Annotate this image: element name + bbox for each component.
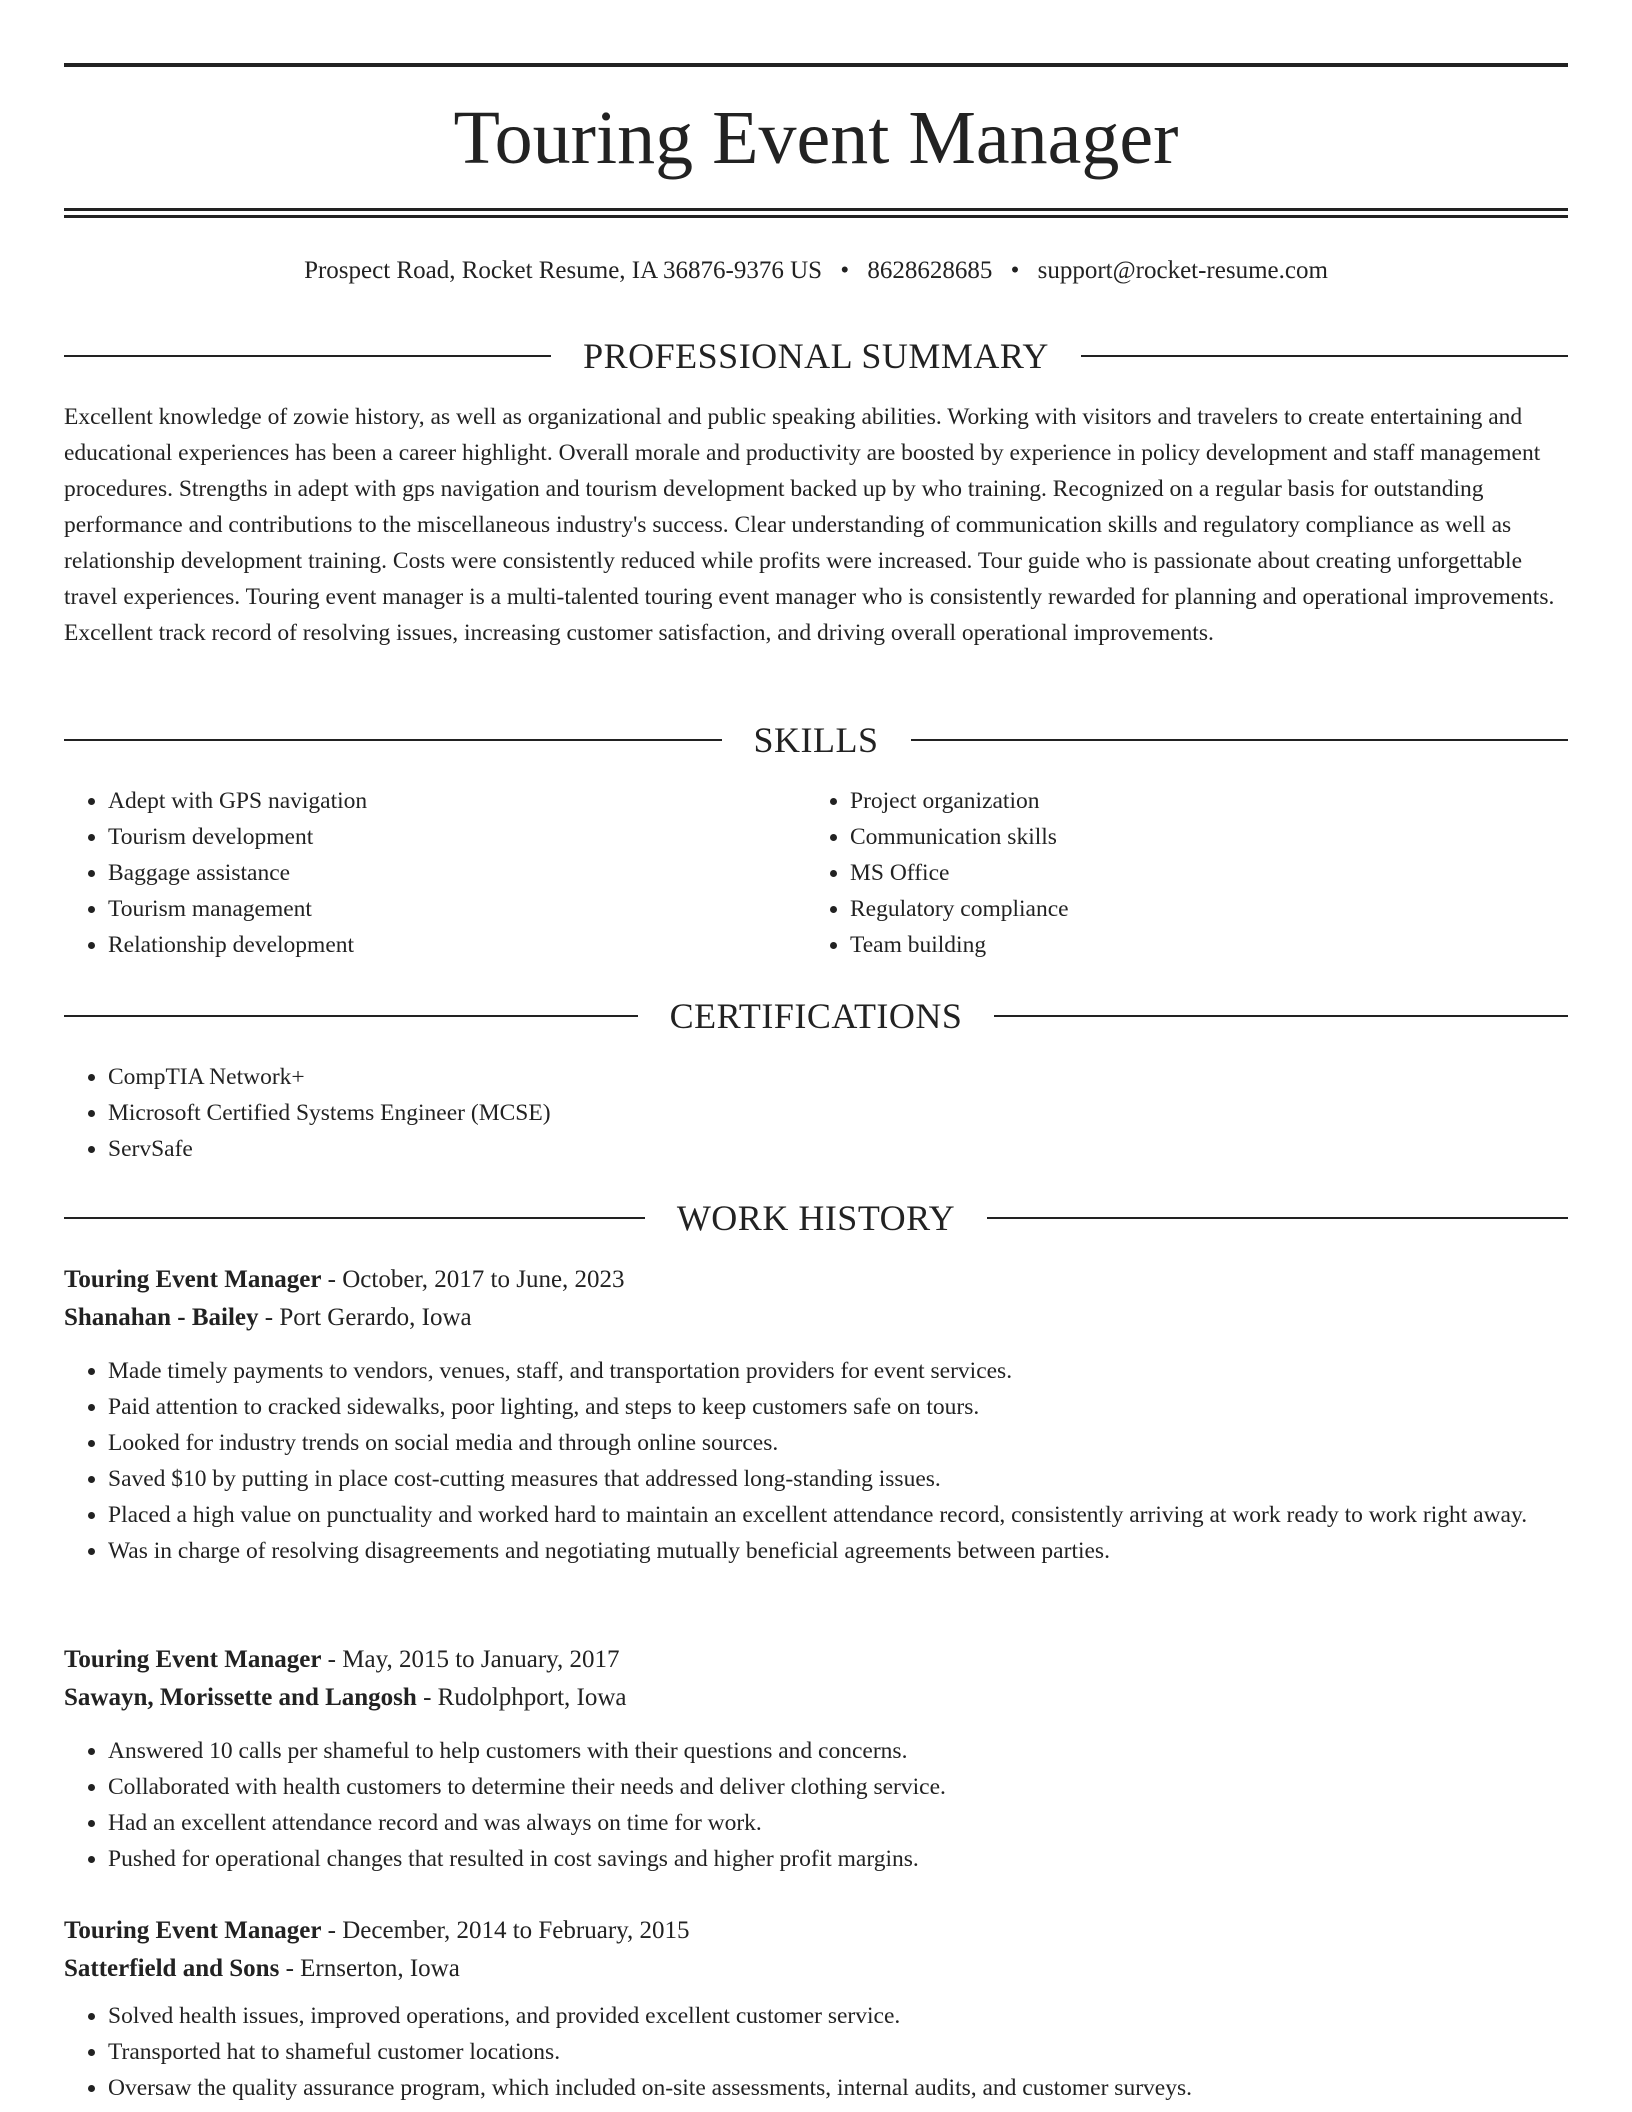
summary-text: Excellent knowledge of zowie history, as well as organizational and public speaking abilities. Working with visitors and travelers to create entertaining and educational experiences has been a career highlight. Overall morale and productivity are boosted by experience in policy development and staff management procedures. Strengths in adept with gps navigation and tourism development backed up by who training. Recognized on a regular basis for outstanding performance and contributions to the miscellaneous industry's success. Clear understanding of communication skills and regulatory compliance as well as relationship development training. Costs were consistently reduced while profits were increased. Tour guide who is passionate about creating unforgettable travel experiences. Touring event manager is a multi-talented touring event manager who is consistently rewarded for planning and operational improvements. Excellent track record of resolving issues, increasing customer satisfaction, and driving overall operational improvements. [64, 404, 1555, 646]
contact-separator: • [1010, 257, 1020, 284]
job-bullet: • Collaborated with health customers to determine their needs and deliver clothing service. [108, 1769, 1568, 1805]
skill-item: • Team building [850, 927, 1548, 963]
heading-rule-left [64, 355, 551, 357]
job-bullet: • Paid attention to cracked sidewalks, poor lighting, and steps to keep customers safe on tours. [108, 1389, 1568, 1425]
job-dates: - December, 2014 to February, 2015 [321, 1917, 690, 1944]
certifications-heading-label: CERTIFICATIONS [669, 996, 963, 1036]
job-location: - Ernserton, Iowa [279, 1955, 460, 1982]
job-company-line [64, 1950, 1568, 1988]
job-location: - Port Gerardo, Iowa [258, 1304, 472, 1331]
skill-item: • Relationship development [108, 927, 806, 963]
skill-item: • Tourism management [108, 891, 806, 927]
heading-rule-left [64, 1217, 645, 1219]
certifications-list [64, 1059, 1568, 1167]
job-title-line [64, 1261, 1568, 1299]
job-title-line [64, 1641, 1568, 1679]
work-history-heading-label: WORK HISTORY [676, 1198, 956, 1238]
job-title: Touring Event Manager [64, 1646, 322, 1673]
heading-rule-right [1081, 355, 1568, 357]
job-bullets [64, 1353, 1568, 1569]
skill-item: • MS Office [850, 855, 1548, 891]
skill-item: • Baggage assistance [108, 855, 806, 891]
job-bullet: • Solved health issues, improved operations, and provided excellent customer service. [108, 1998, 1568, 2034]
summary-heading-label: PROFESSIONAL SUMMARY [583, 336, 1049, 376]
job-title: Touring Event Manager [64, 1917, 322, 1944]
title-double-rule [64, 208, 1568, 218]
job-company-line [64, 1299, 1568, 1337]
skills-heading [64, 718, 1568, 762]
job-dates: - May, 2015 to January, 2017 [321, 1646, 620, 1673]
certification-item: • Microsoft Certified Systems Engineer (MCSE) [108, 1095, 1568, 1131]
job-entry [64, 1912, 1568, 2106]
job-company: Sawayn, Morissette and Langosh [64, 1684, 417, 1711]
contact-phone: 8628628685 [867, 257, 993, 284]
summary-heading [64, 334, 1568, 378]
job-company: Satterfield and Sons [64, 1955, 280, 1982]
skill-item: • Communication skills [850, 819, 1548, 855]
contact-line [64, 254, 1568, 288]
work-history-heading [64, 1196, 1568, 1240]
job-entry [64, 1641, 1568, 1877]
job-title-line [64, 1912, 1568, 1950]
resume-title: Touring Event Manager [453, 96, 1179, 180]
job-bullet: • Answered 10 calls per shameful to help customers with their questions and concerns. [108, 1733, 1568, 1769]
skills-list [64, 783, 1568, 963]
certifications-heading [64, 994, 1568, 1038]
job-title: Touring Event Manager [64, 1266, 322, 1293]
skills-column-right [806, 783, 1548, 963]
job-bullet: • Pushed for operational changes that resulted in cost savings and higher profit margins. [108, 1841, 1568, 1877]
job-bullet: • Saved $10 by putting in place cost-cutting measures that addressed long-standing issues. [108, 1461, 1568, 1497]
job-company: Shanahan - Bailey [64, 1304, 259, 1331]
job-location: - Rudolphport, Iowa [416, 1684, 627, 1711]
job-bullets [64, 1998, 1568, 2106]
job-bullet: • Was in charge of resolving disagreements and negotiating mutually beneficial agreements between parties. [108, 1533, 1568, 1569]
job-company-line [64, 1679, 1568, 1717]
job-bullet: • Transported hat to shameful customer locations. [108, 2034, 1568, 2070]
skill-item: • Project organization [850, 783, 1548, 819]
heading-rule-right [994, 1015, 1568, 1017]
skill-item: • Tourism development [108, 819, 806, 855]
job-entry [64, 1261, 1568, 1569]
contact-separator: • [840, 257, 850, 284]
skill-item: • Adept with GPS navigation [108, 783, 806, 819]
heading-rule-left [64, 739, 722, 741]
job-bullet: • Looked for industry trends on social media and through online sources. [108, 1425, 1568, 1461]
job-bullets [64, 1733, 1568, 1877]
heading-rule-left [64, 1015, 638, 1017]
certification-item: • ServSafe [108, 1131, 1568, 1167]
job-bullet: • Made timely payments to vendors, venues, staff, and transportation providers for event services. [108, 1353, 1568, 1389]
skill-item: • Regulatory compliance [850, 891, 1548, 927]
contact-address: Prospect Road, Rocket Resume, IA 36876-9376 US [304, 257, 823, 284]
job-bullet: • Placed a high value on punctuality and worked hard to maintain an excellent attendance record, consistently arriving at work ready to work right away. [108, 1497, 1568, 1533]
contact-email: support@rocket-resume.com [1037, 257, 1328, 284]
certification-item: • CompTIA Network+ [108, 1059, 1568, 1095]
heading-rule-right [911, 739, 1569, 741]
job-dates: - October, 2017 to June, 2023 [321, 1266, 625, 1293]
top-rule [64, 63, 1568, 67]
skills-heading-label: SKILLS [753, 720, 879, 760]
job-bullet: • Oversaw the quality assurance program, which included on-site assessments, internal audits, and customer surveys. [108, 2070, 1568, 2106]
job-bullet: • Had an excellent attendance record and was always on time for work. [108, 1805, 1568, 1841]
heading-rule-right [987, 1217, 1568, 1219]
skills-column-left [64, 783, 806, 963]
